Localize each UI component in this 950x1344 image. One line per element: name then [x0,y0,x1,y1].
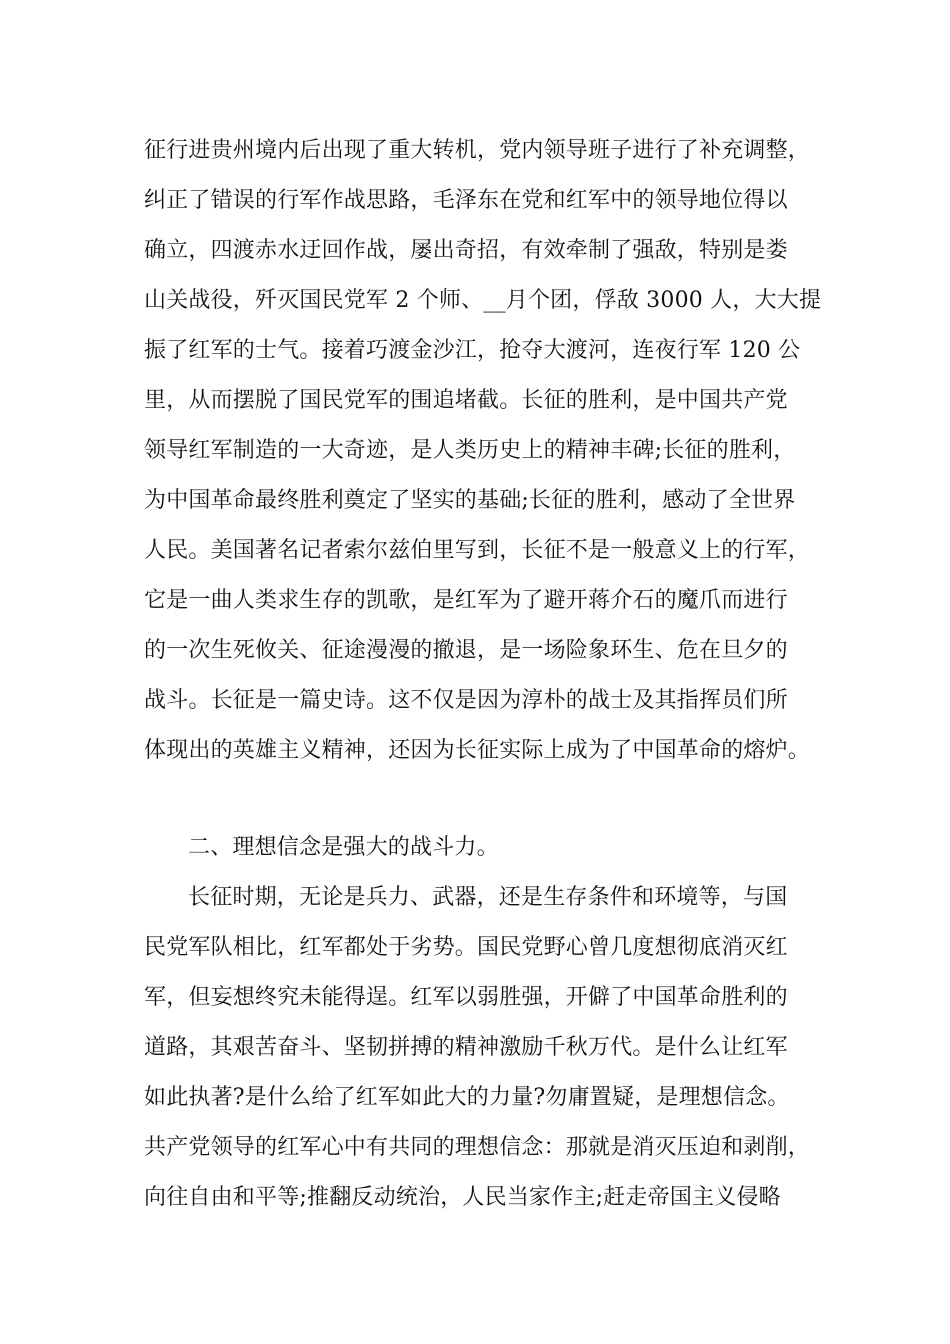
text-line: 向往自由和平等;推翻反动统治，人民当家作主;赶走帝国主义侵略 [144,1185,781,1210]
section-heading: 二、理想信念是强大的战斗力。 [188,835,499,860]
text-line: 振了红军的士气。接着巧渡金沙江，抢夺大渡河，连夜行军 120 公 [144,338,801,363]
text-line: 里，从而摆脱了国民党军的围追堵截。长征的胜利，是中国共产党 [144,388,788,413]
text-line: 为中国革命最终胜利奠定了坚实的基础;长征的胜利，感动了全世界 [144,488,796,513]
text-line: 如此执著?是什么给了红军如此大的力量?勿庸置疑，是理想信念。 [144,1085,790,1110]
text-line: 道路，其艰苦奋斗、坚韧拼搏的精神激励千秋万代。是什么让红军 [144,1035,788,1060]
text-line: 征行进贵州境内后出现了重大转机，党内领导班子进行了补充调整， [144,138,811,163]
text-line: 的一次生死攸关、征途漫漫的撤退，是一场险象环生、危在旦夕的 [144,638,788,663]
paragraph-1 [144,126,834,776]
text-line: 它是一曲人类求生存的凯歌，是红军为了避开蒋介石的魔爪而进行 [144,588,788,613]
text-line: 体现出的英雄主义精神，还因为长征实际上成为了中国革命的熔炉。 [144,738,811,763]
section-2 [144,823,834,1223]
text-line: 领导红军制造的一大奇迹，是人类历史上的精神丰碑;长征的胜利， [144,438,796,463]
text-line: 山关战役，歼灭国民党军 2 个师、__月个团，俘敌 3000 人，大大提 [144,288,822,313]
text-line: 战斗。长征是一篇史诗。这不仅是因为淳朴的战士及其指挥员们所 [144,688,788,713]
text-line: 长征时期，无论是兵力、武器，还是生存条件和环境等，与国 [188,885,788,910]
text-line: 民党军队相比，红军都处于劣势。国民党野心曾几度想彻底消灭红 [144,935,788,960]
text-line: 军，但妄想终究未能得逞。红军以弱胜强，开僻了中国革命胜利的 [144,985,788,1010]
text-line: 确立，四渡赤水迂回作战，屡出奇招，有效牵制了强敌，特别是娄 [144,238,788,263]
text-line: 纠正了错误的行军作战思路，毛泽东在党和红军中的领导地位得以 [144,188,788,213]
text-line: 人民。美国著名记者索尔兹伯里写到，长征不是一般意义上的行军， [144,538,811,563]
text-line: 共产党领导的红军心中有共同的理想信念：那就是消灭压迫和剥削， [144,1135,811,1160]
